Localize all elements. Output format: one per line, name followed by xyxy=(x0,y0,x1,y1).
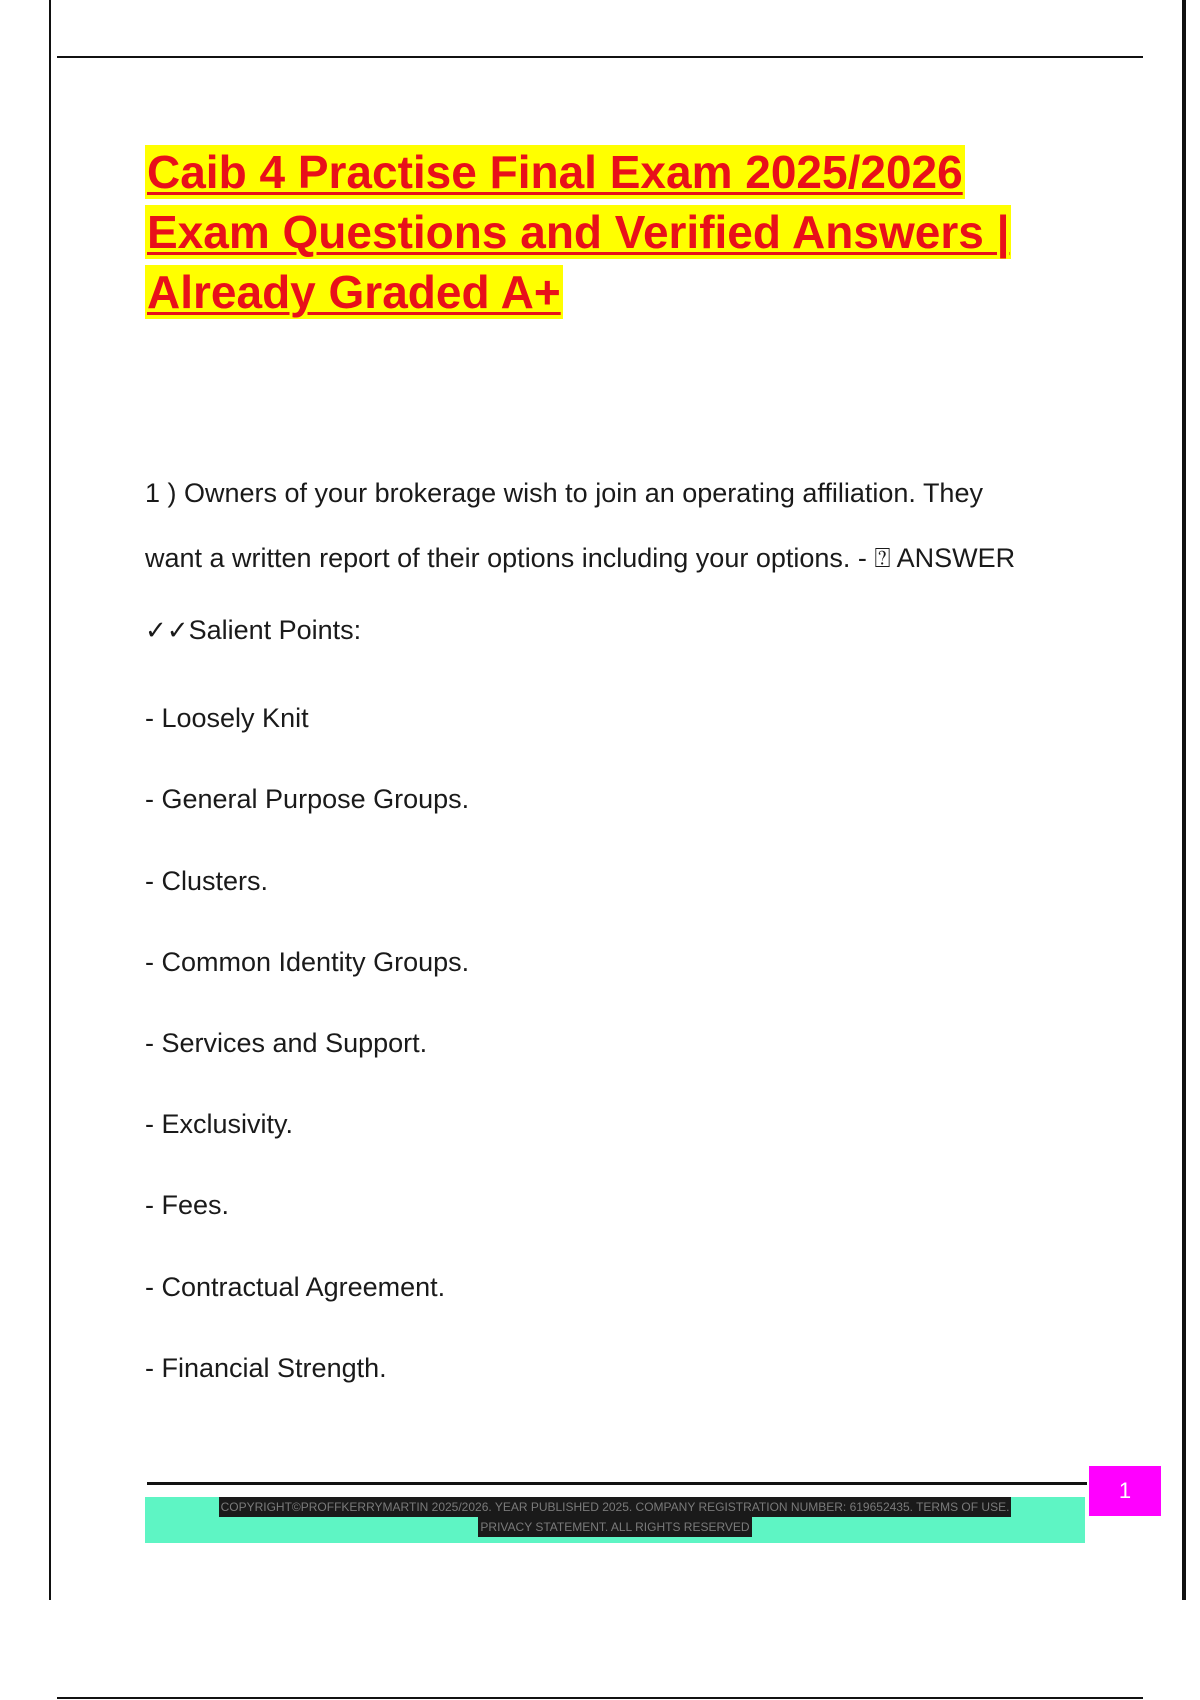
title-line-3: Already Graded A+ xyxy=(147,266,561,318)
list-item: - Common Identity Groups. xyxy=(145,947,470,977)
list-item: - Clusters. xyxy=(145,866,269,896)
answer-heading xyxy=(145,615,361,646)
question-text-line-1: 1 ) Owners of your brokerage wish to join an operating affiliation. They xyxy=(145,478,983,508)
bottom-rule xyxy=(57,1697,1143,1699)
page-number-badge: 1 xyxy=(1089,1466,1161,1516)
footer-rule xyxy=(147,1482,1087,1485)
top-rule xyxy=(57,56,1143,58)
list-item: - Fees. xyxy=(145,1190,230,1220)
question-text-line-2: want a written report of their options including your options. - ⍰ ANSWER xyxy=(145,543,1016,573)
answer-label: Salient Points: xyxy=(188,615,362,645)
checkmark-icon: ✓✓ xyxy=(145,616,189,646)
copyright-line-1: COPYRIGHT©PROFFKERRYMARTIN 2025/2026. YEAR PUBLISHED 2025. COMPANY REGISTRATION NUMBER: 619652435. TERMS OF USE. xyxy=(219,1497,1012,1517)
document-title xyxy=(145,145,1085,325)
right-border-line xyxy=(1182,0,1186,1600)
copyright-line-2: PRIVACY STATEMENT. ALL RIGHTS RESERVED xyxy=(478,1517,751,1537)
title-line-2: Exam Questions and Verified Answers | xyxy=(147,206,1010,258)
copyright-footer xyxy=(145,1497,1085,1543)
title-line-1: Caib 4 Practise Final Exam 2025/2026 xyxy=(147,146,963,198)
list-item: - Contractual Agreement. xyxy=(145,1272,446,1302)
list-item: - Services and Support. xyxy=(145,1028,428,1058)
list-item: - Financial Strength. xyxy=(145,1353,387,1383)
list-item: - Exclusivity. xyxy=(145,1109,294,1139)
left-border-line xyxy=(49,0,51,1600)
list-item: - Loosely Knit xyxy=(145,703,309,733)
list-item: - General Purpose Groups. xyxy=(145,784,470,814)
